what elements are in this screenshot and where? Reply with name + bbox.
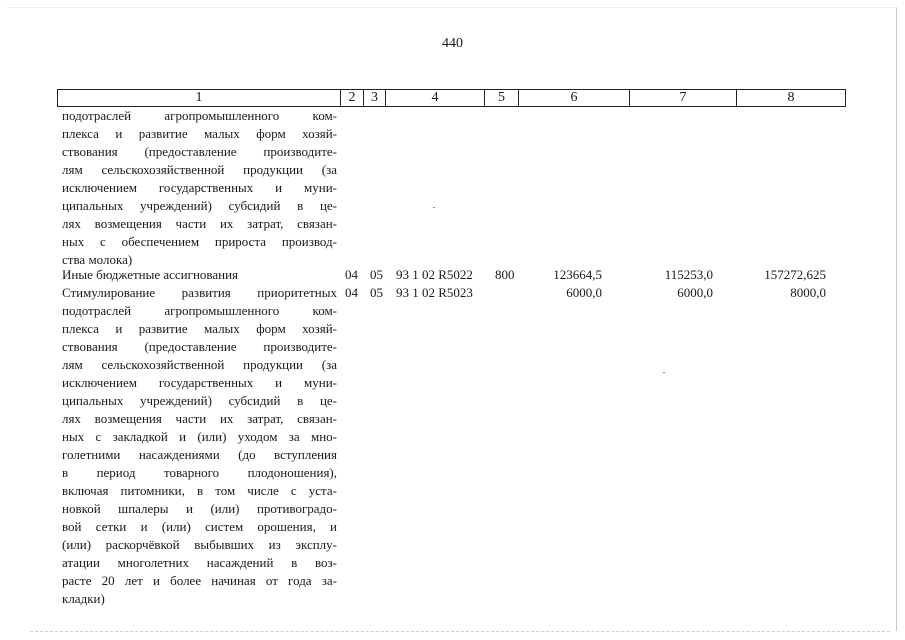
description-line: атации многолетних насаждений в воз- xyxy=(62,555,337,570)
description-line: исключением государственных и муни- xyxy=(62,375,337,390)
column-header-4: 4 xyxy=(386,90,485,107)
description-line: лях возмещения части их затрат, связан- xyxy=(62,216,337,231)
column-header-7: 7 xyxy=(630,90,737,107)
description-line: в период товарного плодоношения), xyxy=(62,465,337,480)
description-line: плекса и развитие малых форм хозяй- xyxy=(62,126,337,141)
column-header-1: 1 xyxy=(58,90,341,107)
description-line: подотраслей агропромышленного ком- xyxy=(62,108,337,123)
row-other-amount-col7: 115253,0 xyxy=(664,267,713,282)
description-line: ствования (предоставление производите- xyxy=(62,144,337,159)
row-other-target-article: 93 1 02 R5022 xyxy=(396,267,473,282)
description-line: ных с закладкой и (или) уходом за мно- xyxy=(62,429,337,444)
description-line: ства молока) xyxy=(62,252,133,267)
description-line: новкой шпалеры и (или) противоградо- xyxy=(62,501,337,516)
row-other-amount-col8: 157272,625 xyxy=(764,267,826,282)
row-stim-amount-col6: 6000,0 xyxy=(566,285,602,300)
row-other-section: 04 xyxy=(345,267,358,282)
description-line: Стимулирование развития приоритетных xyxy=(62,285,337,300)
description-line: ных с обеспечением прироста производ- xyxy=(62,234,337,249)
row-stim-amount-col8: 8000,0 xyxy=(790,285,826,300)
page-bottom-edge xyxy=(30,631,890,632)
scan-speck xyxy=(433,207,435,208)
description-line: ципальных учреждений) субсидий в це- xyxy=(62,393,337,408)
column-header-row xyxy=(58,90,846,107)
description-line: (или) раскорчёвкой выбывших из эксплу- xyxy=(62,537,337,552)
description-line: вой сетки и (или) систем орошения, и xyxy=(62,519,337,534)
description-line: подотраслей агропромышленного ком- xyxy=(62,303,337,318)
row-stim-subsection: 05 xyxy=(370,285,383,300)
description-line: лям сельскохозяйственной продукции (за xyxy=(62,357,337,372)
description-line: исключением государственных и муни- xyxy=(62,180,337,195)
column-header-6: 6 xyxy=(519,90,630,107)
column-header-5: 5 xyxy=(485,90,519,107)
row-stim-amount-col7: 6000,0 xyxy=(677,285,713,300)
row-other-name: Иные бюджетные ассигнования xyxy=(62,267,239,282)
row-stim-section: 04 xyxy=(345,285,358,300)
column-header-3: 3 xyxy=(364,90,386,107)
continued-description xyxy=(62,107,337,269)
description-line: плекса и развитие малых форм хозяй- xyxy=(62,321,337,336)
row-other-subsection: 05 xyxy=(370,267,383,282)
row-other-expense-type: 800 xyxy=(495,267,515,282)
page-number: 440 xyxy=(442,36,463,51)
scan-speck xyxy=(663,372,665,373)
row-other-amount-col6: 123664,5 xyxy=(553,267,602,282)
description-line: ствования (предоставление производите- xyxy=(62,339,337,354)
column-header-table xyxy=(57,89,846,107)
description-line: кладки) xyxy=(62,591,105,606)
description-line: включая питомники, в том числе с уста- xyxy=(62,483,337,498)
description-line: лям сельскохозяйственной продукции (за xyxy=(62,162,337,177)
column-header-8: 8 xyxy=(737,90,846,107)
description-line: голетними насаждениями (до вступления xyxy=(62,447,337,462)
row-stim-description xyxy=(62,284,337,608)
row-stim-target-article: 93 1 02 R5023 xyxy=(396,285,473,300)
column-header-2: 2 xyxy=(341,90,364,107)
description-line: лях возмещения части их затрат, связан- xyxy=(62,411,337,426)
description-line: ципальных учреждений) субсидий в це- xyxy=(62,198,337,213)
description-line: расте 20 лет и более начиная от года за- xyxy=(62,573,337,588)
